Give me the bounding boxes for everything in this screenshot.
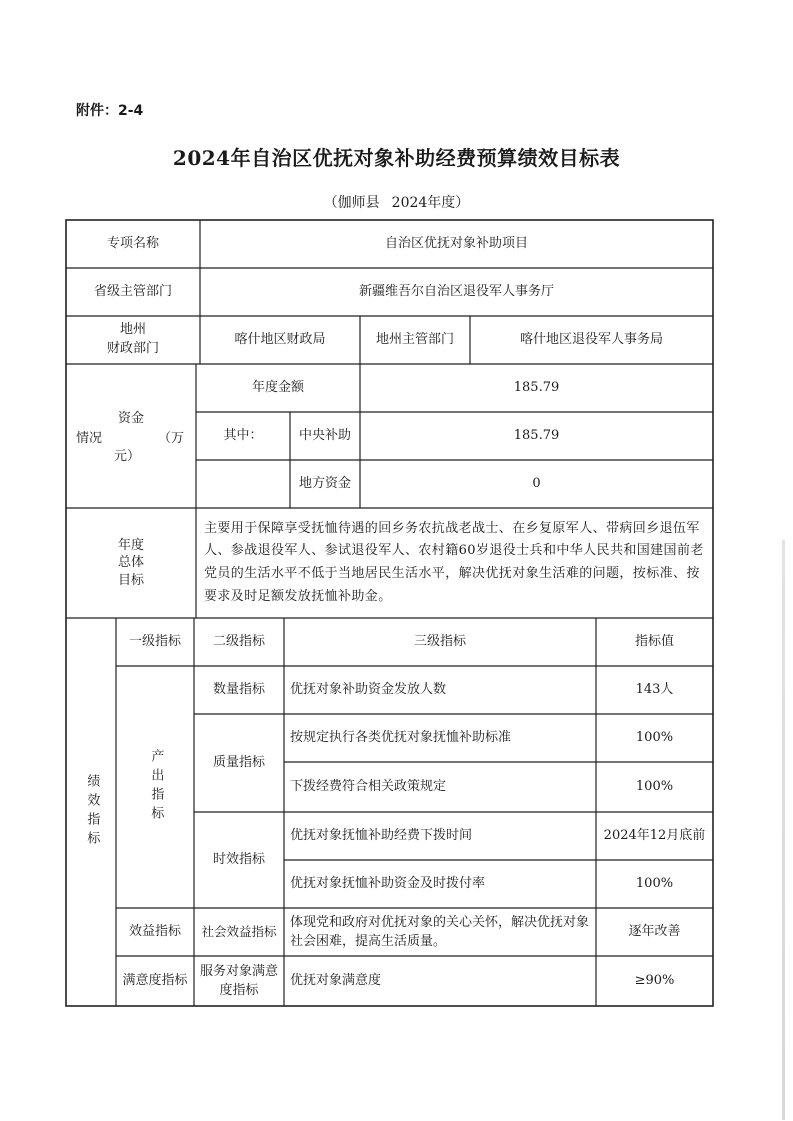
- indicator-row-value: 100%: [635, 778, 674, 794]
- annual-amount-label: 年度金额: [251, 379, 304, 395]
- scan-edge-mark: [782, 540, 785, 1120]
- indicator-row-value: 100%: [635, 729, 674, 745]
- unit-label-2: 元）: [114, 449, 141, 464]
- level1-header: 一级指标: [128, 633, 181, 649]
- output-indicator-text: 产出指标: [148, 749, 164, 825]
- annual-goal-text: 主要用于保障享受抚恤待遇的回乡务农抗战老战士、在乡复原军人、带病回乡退伍军人、参战退役军人、参试退役军人、农村籍60岁退役士兵和中华人民共和国建国前老党员的生活水平不低于当地居民生活水平，解决优抚对象生活难的问题，按标准、按要求及时足额发放抚恤补助金。: [204, 520, 704, 604]
- output-indicator-label: [116, 666, 194, 908]
- satisfaction-value: ≥90%: [634, 972, 675, 988]
- timeliness-indicator-label: 时效指标: [212, 851, 265, 867]
- funds-situation-label: [66, 364, 196, 508]
- indicator-row-text: 优抚对象抚恤补助经费下拨时间: [290, 827, 473, 843]
- annual-goal-label: [66, 508, 196, 618]
- local-funds-label: 地方资金: [298, 475, 351, 491]
- social-benefit-value: 逐年改善: [628, 923, 681, 939]
- annual-goal-label-line3: 目标: [117, 572, 144, 588]
- indicator-row-text: 按规定执行各类优抚对象抚恤补助标准: [290, 729, 512, 745]
- indicator-row-value: 143人: [635, 681, 674, 697]
- project-name-value: 自治区优抚对象补助项目: [384, 235, 528, 251]
- province-dept-value: 新疆维吾尔自治区退役军人事务厅: [358, 283, 554, 299]
- annual-goal-label-line1: 年度: [117, 537, 144, 553]
- attachment-label: 附件：2-4: [76, 103, 144, 119]
- satisfaction-text: 优抚对象满意度: [290, 972, 382, 988]
- level3-header: 三级指标: [413, 633, 466, 649]
- indicator-row-text: 优抚对象补助资金发放人数: [290, 681, 447, 697]
- situation-label: 情况: [76, 431, 103, 446]
- annual-goal-label-line2: 总体: [117, 555, 144, 571]
- level2-header: 二级指标: [212, 633, 265, 649]
- annual-amount-value: 185.79: [513, 379, 560, 395]
- local-funds-value: 0: [532, 475, 541, 491]
- subtitle-county: （伽师县: [323, 195, 380, 211]
- among-label: 其中：: [223, 427, 263, 443]
- indicators-group-text: 绩效指标: [84, 774, 100, 850]
- prefecture-finance-label-line1: 地州: [119, 322, 146, 338]
- social-benefit-label: 社会效益指标: [201, 923, 277, 939]
- benefit-indicator-label: 效益指标: [128, 923, 181, 939]
- subtitle-year: 2024年度）: [391, 195, 470, 211]
- satisfaction-indicator-label: 满意度指标: [122, 973, 188, 989]
- indicator-row-text: 优抚对象抚恤补助资金及时拨付率: [290, 875, 486, 891]
- indicator-row-value: 2024年12月底前: [603, 827, 706, 843]
- prefecture-dept-value: 喀什地区退役军人事务局: [519, 331, 663, 347]
- central-subsidy-label: 中央补助: [298, 427, 351, 443]
- prefecture-finance-label: [66, 316, 200, 364]
- indicator-row-value: 100%: [635, 875, 674, 891]
- quality-indicator-label: 质量指标: [212, 754, 265, 770]
- province-dept-label: 省级主管部门: [93, 283, 172, 299]
- project-name-label: 专项名称: [106, 235, 159, 251]
- prefecture-dept-label: 地州主管部门: [375, 331, 454, 347]
- quantity-indicator-label: 数量指标: [212, 681, 265, 697]
- prefecture-finance-label-line2: 财政部门: [106, 341, 159, 356]
- value-header: 指标值: [634, 633, 674, 649]
- indicator-row-text: 下拨经费符合相关政策规定: [290, 778, 447, 794]
- indicators-group-label: [66, 618, 116, 1006]
- central-subsidy-value: 185.79: [513, 427, 560, 443]
- social-benefit-text: 体现党和政府对优抚对象的关心关怀，解决优抚对象社会困难，提高生活质量。: [290, 914, 590, 949]
- unit-label: （万: [158, 431, 185, 446]
- funds-label: 资金: [118, 411, 145, 426]
- page-title: 2024年自治区优抚对象补助经费预算绩效目标表: [172, 146, 621, 170]
- prefecture-finance-value: 喀什地区财政局: [234, 331, 326, 347]
- service-satisfaction-label: 服务对象满意度指标: [199, 963, 278, 998]
